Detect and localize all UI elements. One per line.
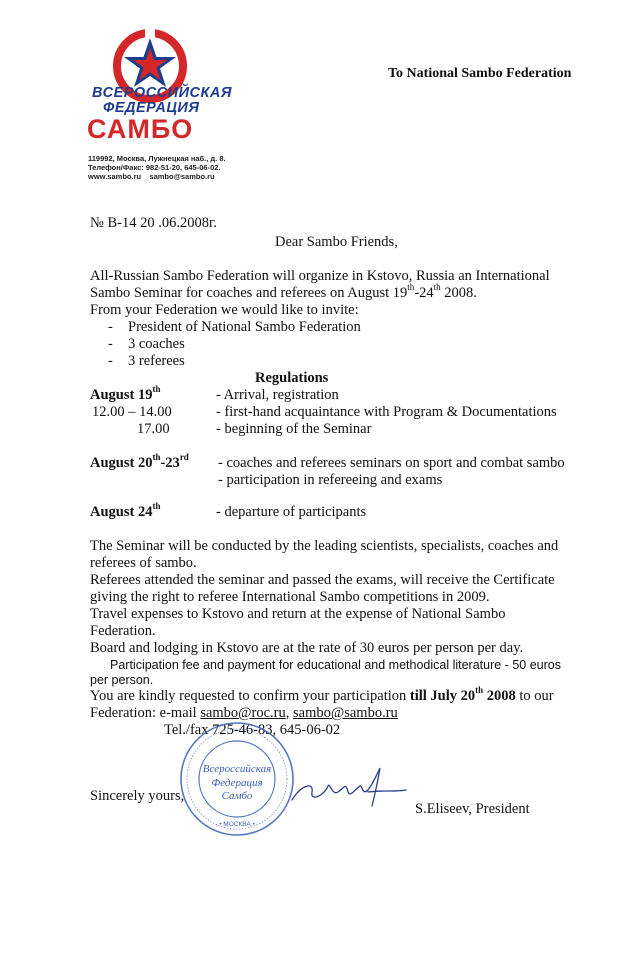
- letterhead-address: 119992, Москва, Лужнецкая наб., д. 8.: [88, 154, 226, 163]
- day1-item-text: - beginning of the Seminar: [216, 421, 372, 437]
- stamp-bottom-text: • МОСКВА •: [219, 821, 255, 828]
- logo-brand: САМБО: [87, 114, 194, 144]
- stamp-text-line1: Всероссийская: [202, 763, 272, 775]
- invitee-item-label: 3 coaches: [128, 336, 185, 352]
- stamp-text-line3: Самбо: [221, 790, 253, 802]
- intro-line-2: Sambo Seminar for coaches and referees on August 19th-24th 2008.: [90, 282, 477, 301]
- day1-item-time: 12.00 – 14.00: [92, 404, 172, 420]
- day1-item-text: - first-hand acquaintance with Program & Documentations: [216, 404, 557, 420]
- handwritten-signature: [288, 762, 408, 814]
- email-link-roc[interactable]: sambo@roc.ru: [200, 705, 286, 721]
- closing: Sincerely yours,: [90, 788, 185, 804]
- invitee-item: -: [108, 319, 113, 335]
- intro-line-1: All-Russian Sambo Federation will organize in Kstovo, Russia an International: [90, 268, 550, 284]
- body-certificate-line-2: giving the right to referee International Sambo competitions in 2009.: [90, 589, 490, 605]
- invitee-item-label: 3 referees: [128, 353, 185, 369]
- logo-org-line1: ВСЕРОССИЙСКАЯ: [92, 85, 232, 101]
- day3-date: August 24th: [90, 501, 161, 520]
- day3-item-text: - departure of participants: [216, 504, 367, 520]
- recipient: To National Sambo Federation: [388, 66, 572, 81]
- stamp-text-line2: Федерация: [211, 777, 263, 789]
- document-reference: № В-14 20 .06.2008г.: [90, 215, 217, 231]
- body-seminar-line-1: The Seminar will be conducted by the leading scientists, specialists, coaches and: [90, 538, 559, 554]
- letterhead-phone: Телефон/Факс: 982-51-20, 645-06-02.: [88, 163, 221, 172]
- day1-item-text: - Arrival, registration: [216, 387, 339, 403]
- day2-item-text: - coaches and referees seminars on sport and combat sambo: [218, 455, 565, 471]
- regulations-heading: Regulations: [255, 370, 329, 386]
- day2-date: August 20th-23rd: [90, 452, 189, 471]
- body-travel-line-2: Federation.: [90, 623, 156, 639]
- invitee-item: -: [108, 336, 113, 352]
- invitee-item-label: President of National Sambo Federation: [128, 319, 361, 335]
- body-email-line: Federation: e-mail sambo@roc.ru, sambo@sambo.ru: [90, 705, 398, 721]
- invitee-item: -: [108, 353, 113, 369]
- greeting: Dear Sambo Friends,: [275, 234, 398, 250]
- day1-item-time: 17.00: [137, 421, 170, 437]
- intro-line-3: From your Federation we would like to invite:: [90, 302, 359, 318]
- day2-item-text: - participation in refereeing and exams: [218, 472, 443, 488]
- body-confirm-line: You are kindly requested to confirm your participation till July 20th 2008 to our: [90, 685, 554, 704]
- body-fee-line-1: Participation fee and payment for educational and methodical literature - 50 euros: [110, 658, 561, 672]
- body-board-lodging: Board and lodging in Kstovo are at the rate of 30 euros per person per day.: [90, 640, 524, 656]
- signatory: S.Eliseev, President: [415, 801, 530, 817]
- day1-date: August 19th: [90, 384, 161, 403]
- letterhead-web-email: www.sambo.ru sambo@sambo.ru: [88, 172, 215, 181]
- email-link-sambo[interactable]: sambo@sambo.ru: [293, 705, 398, 721]
- body-travel-line-1: Travel expenses to Kstovo and return at the expense of National Sambo: [90, 606, 506, 622]
- logo-org-line2: ФЕДЕРАЦИЯ: [103, 100, 200, 116]
- body-certificate-line-1: Referees attended the seminar and passed the exams, will receive the Certificate: [90, 572, 555, 588]
- body-seminar-line-2: referees of sambo.: [90, 555, 197, 571]
- body-fee-line-2: per person.: [90, 673, 154, 687]
- tel-fax-line: Tel./fax 725-46-83, 645-06-02: [164, 722, 341, 738]
- official-stamp: [178, 720, 296, 838]
